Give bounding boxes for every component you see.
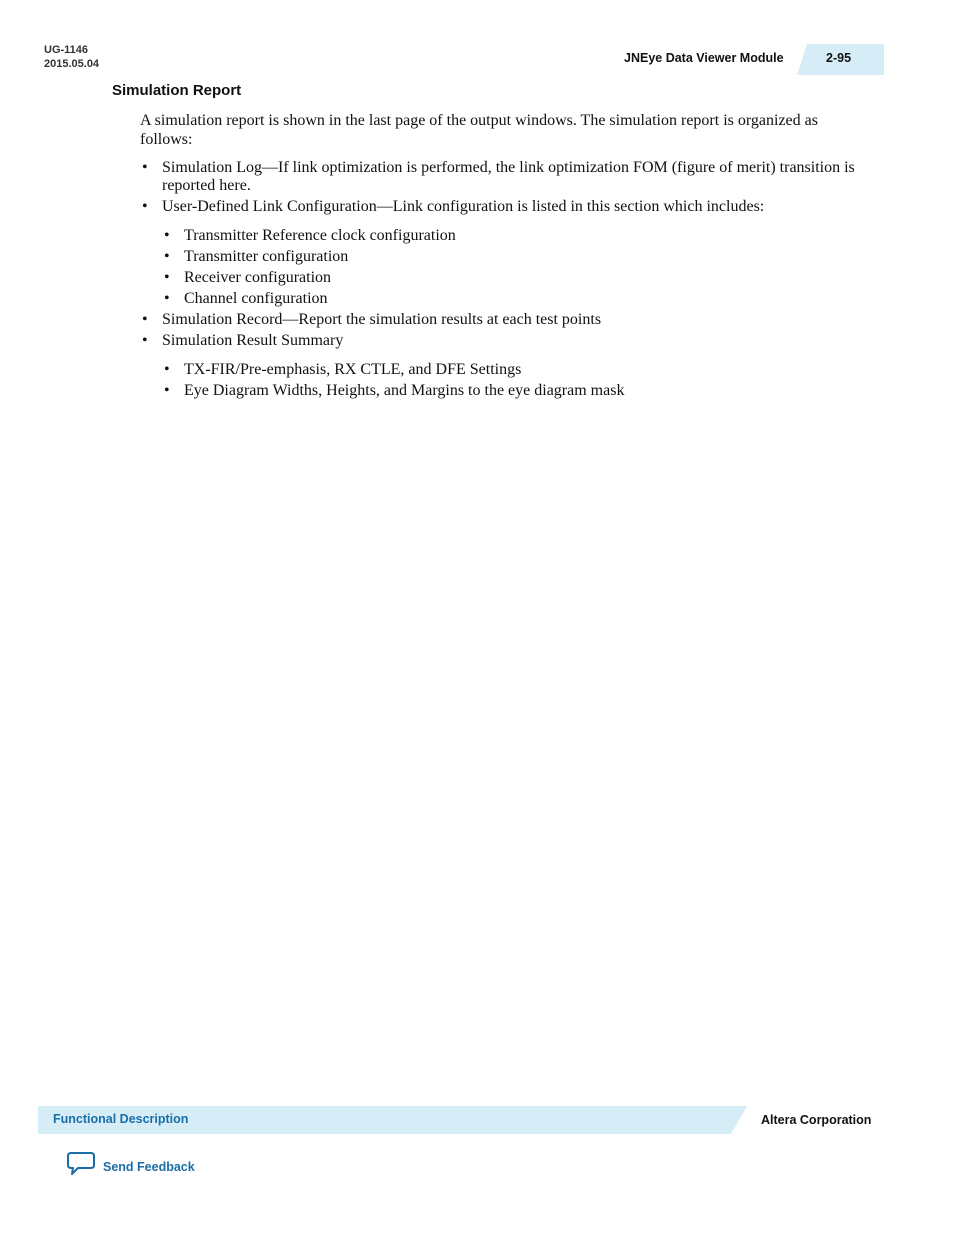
document-id-block <box>44 43 99 71</box>
bullet: • <box>142 198 148 215</box>
bullet: • <box>164 269 170 286</box>
page-number: 2-95 <box>826 51 852 65</box>
report-structure-list <box>140 159 860 400</box>
list-item-text: Simulation Result Summary <box>162 332 344 349</box>
send-feedback-link[interactable] <box>66 1150 195 1183</box>
sub-list-item-text: TX-FIR/Pre-emphasis, RX CTLE, and DFE Settings <box>184 361 522 378</box>
footer-section-link[interactable]: Functional Description <box>53 1112 189 1126</box>
list-item <box>140 198 860 216</box>
header-title: JNEye Data Viewer Module <box>624 51 784 65</box>
list-item-text: User-Defined Link Configuration—Link configuration is listed in this section which includes: <box>162 198 765 215</box>
sub-list-item-text: Channel configuration <box>184 290 328 307</box>
bullet: • <box>142 159 148 176</box>
list-item <box>140 311 860 329</box>
section-title: Simulation Report <box>112 82 242 99</box>
sub-list-item <box>162 290 860 308</box>
bullet: • <box>164 361 170 378</box>
sub-list-item-text: Transmitter Reference clock configuration <box>184 227 456 244</box>
list-item <box>140 332 860 350</box>
bullet: • <box>142 311 148 328</box>
bullet: • <box>164 290 170 307</box>
list-item <box>140 159 860 195</box>
footer-company: Altera Corporation <box>761 1113 872 1127</box>
bullet: • <box>164 248 170 265</box>
sub-list <box>140 227 860 308</box>
list-item-text: Simulation Log—If link optimization is performed, the link optimization FOM (figure of merit) transition is reported here. <box>162 159 855 194</box>
sub-list-item-text: Eye Diagram Widths, Heights, and Margins to the eye diagram mask <box>184 382 625 399</box>
sub-list-item-text: Receiver configuration <box>184 269 332 286</box>
sub-list-item-text: Transmitter configuration <box>184 248 349 265</box>
list-item-text: Simulation Record—Report the simulation results at each test points <box>162 311 602 328</box>
sub-list-item <box>162 248 860 266</box>
sub-list-item <box>162 382 860 400</box>
document-date: 2015.05.04 <box>44 58 100 70</box>
intro-paragraph: A simulation report is shown in the last page of the output windows. The simulation report is organized as follows: <box>140 112 818 148</box>
sub-list-item <box>162 361 860 379</box>
speech-bubble-icon <box>66 1150 96 1183</box>
sub-list <box>140 361 860 400</box>
bullet: • <box>142 332 148 349</box>
sub-list-item <box>162 227 860 245</box>
sub-list-item <box>162 269 860 287</box>
bullet: • <box>164 227 170 244</box>
document-id: UG-1146 <box>44 44 89 56</box>
bullet: • <box>164 382 170 399</box>
send-feedback-label[interactable]: Send Feedback <box>103 1159 195 1174</box>
